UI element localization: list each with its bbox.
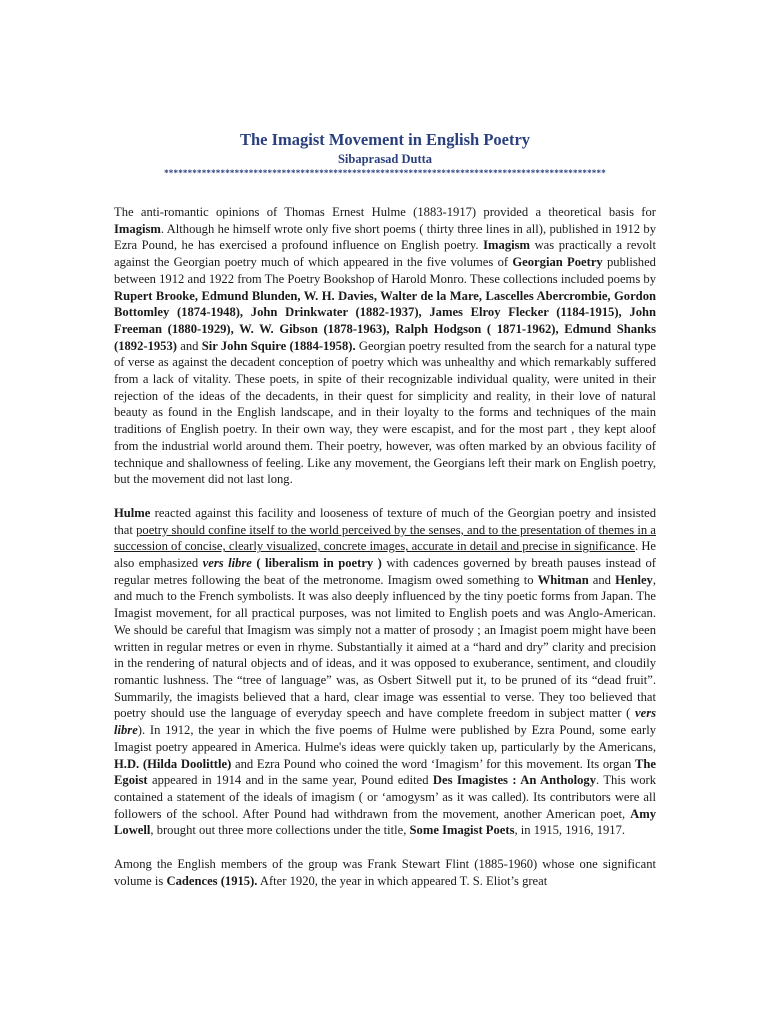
emphasized-text: Hulme	[114, 505, 151, 520]
separator-line: **********************************************************************************************	[164, 168, 606, 178]
text-run: Among the English members of the group was Frank Stewart Flint (1885-1960) whose one significant volume is	[114, 857, 656, 888]
paragraph	[114, 204, 656, 488]
underlined-text: poetry should confine itself to the world perceived by the senses, and to the presentation of themes in a succession of concise, clearly visualized, concrete images, accurate in detail and precise in significance	[114, 522, 656, 554]
text-run: The anti-romantic opinions of Thomas Ernest Hulme (1883-1917) provided a theoretical basis for	[114, 205, 656, 219]
text-run: with cadences governed by breath pauses instead of regular metres following the beat of the metronome. Imagism owed something to	[114, 556, 656, 587]
text-run: , in 1915, 1916, 1917.	[514, 823, 626, 838]
emphasized-text: Amy Lowell	[114, 806, 656, 838]
emphasized-text: Des Imagistes : An Anthology	[432, 773, 597, 788]
paragraph	[114, 856, 656, 889]
emphasized-text: Rupert Brooke, Edmund Blunden, W. H. Davies, Walter de la Mare, Lascelles Abercrombie, Gordon Bottomley (1874-1948), John Drinkwater (1882-1937), James Elroy Flecker (1184-1915), John Freeman (1880-1929), W. W. Gibson (1878-1963), Ralph Hodgson ( 1871-1962), Edmund Shanks (1892-1953)	[114, 288, 656, 353]
emphasized-text: vers libre	[202, 556, 252, 571]
paragraph	[114, 505, 656, 839]
text-run: . Although he himself wrote only five short poems ( thirty three lines in all), published in 1912 by Ezra Pound, he has exercised a profound influence on English poetry.	[114, 221, 656, 253]
text-run: , and much to the French symbolists. It was also deeply influenced by the tiny poetic forms from Japan. The Imagist movement, for all practical purposes, was not limited to English poets and was Anglo-American. We should be careful that Imagism was simply not a matter of prosody ; an Imagist poem might have been written in regular metres or even in rhyme. Substantially it aimed at a “hard and dry” clarity and precision in the rendering of natural objects and of ideas, and it was opposed to exuberance, sentiment, and cloudily romantic lushness. The “tree of language” was, as Osbert Sitwell put it, to be pruned of its “dead fruit”. Summarily, the imagists believed that a hard, clear image was essential to verse. They too believed that poetry should use the language of everyday speech and have complete freedom in subject matter (	[114, 572, 656, 721]
text-run: . He also emphasized	[114, 539, 657, 571]
text-run: After 1920, the year in which appeared T. S. Eliot’s great	[257, 873, 548, 888]
emphasized-text: Imagism	[483, 238, 531, 253]
author-name: Sibaprasad Dutta	[337, 152, 433, 166]
emphasized-text: Some Imagist Poets	[409, 823, 515, 838]
emphasized-text: Whitman	[537, 572, 589, 587]
document-title: The Imagist Movement in English Poetry	[239, 130, 531, 149]
emphasized-text: Imagism	[114, 221, 161, 236]
text-run: Georgian poetry resulted from the search for a natural type of verse as against the decadent conception of poetry which was unhealthy and which remarkably suffered from a lack of vitality. These poets, in spite of their recognizable individual quality, were united in their rejection of the ideas of the decadents, in their quest for simplicity and reality, in their love of natural beauty as found in the English landscape, and in their loyalty to the forms and techniques of the main traditions of English poetry. In their own way, they were escapist, and for the most part , they kept aloof from the industrial world around them. Their poetry, however, was often marked by an obvious facility of technique and shallowness of feeling. Like any movement, the Georgians left their mark on English poetry, but the movement did not last long.	[114, 338, 656, 487]
text-run: . This work contained a statement of the ideals of imagism ( or ‘amogysm’ as it was called). Its contributors were all followers of the school. After Pound had withdrawn from the movement, another American poet,	[114, 773, 656, 821]
emphasized-text: The Egoist	[114, 756, 656, 788]
text-run: ). In 1912, the year in which the five poems of Hulme were published by Ezra Pound, some early Imagist poetry appeared in America. Hulme's ideas were quickly taken up, particularly by the Americans,	[114, 723, 656, 754]
text-run: , brought out three more collections under the title,	[150, 823, 410, 838]
emphasized-text: ( liberalism in poetry )	[251, 556, 382, 571]
text-run: reacted against this facility and looseness of texture of much of the Georgian poetry and insisted that	[114, 505, 656, 537]
text-run: appeared in 1914 and in the same year, Pound edited	[147, 773, 433, 788]
emphasized-text: vers libre	[114, 706, 656, 738]
emphasized-text: Sir John Squire (1884-1958).	[201, 338, 356, 353]
emphasized-text: Georgian Poetry	[512, 255, 603, 270]
text-run: was practically a revolt against the Georgian poetry much of which appeared in the five volumes of	[114, 238, 656, 270]
text-run: and Ezra Pound who coined the word ‘Imagism’ for this movement. Its organ	[231, 756, 635, 771]
text-run: and	[176, 338, 202, 353]
emphasized-text: Henley	[615, 572, 653, 587]
emphasized-text: Cadences (1915).	[166, 873, 258, 888]
text-run: and	[588, 572, 616, 587]
emphasized-text: H.D. (Hilda Doolittle)	[114, 756, 232, 771]
text-run: published between 1912 and 1922 from The Poetry Bookshop of Harold Monro. These collections included poems by	[114, 255, 656, 286]
